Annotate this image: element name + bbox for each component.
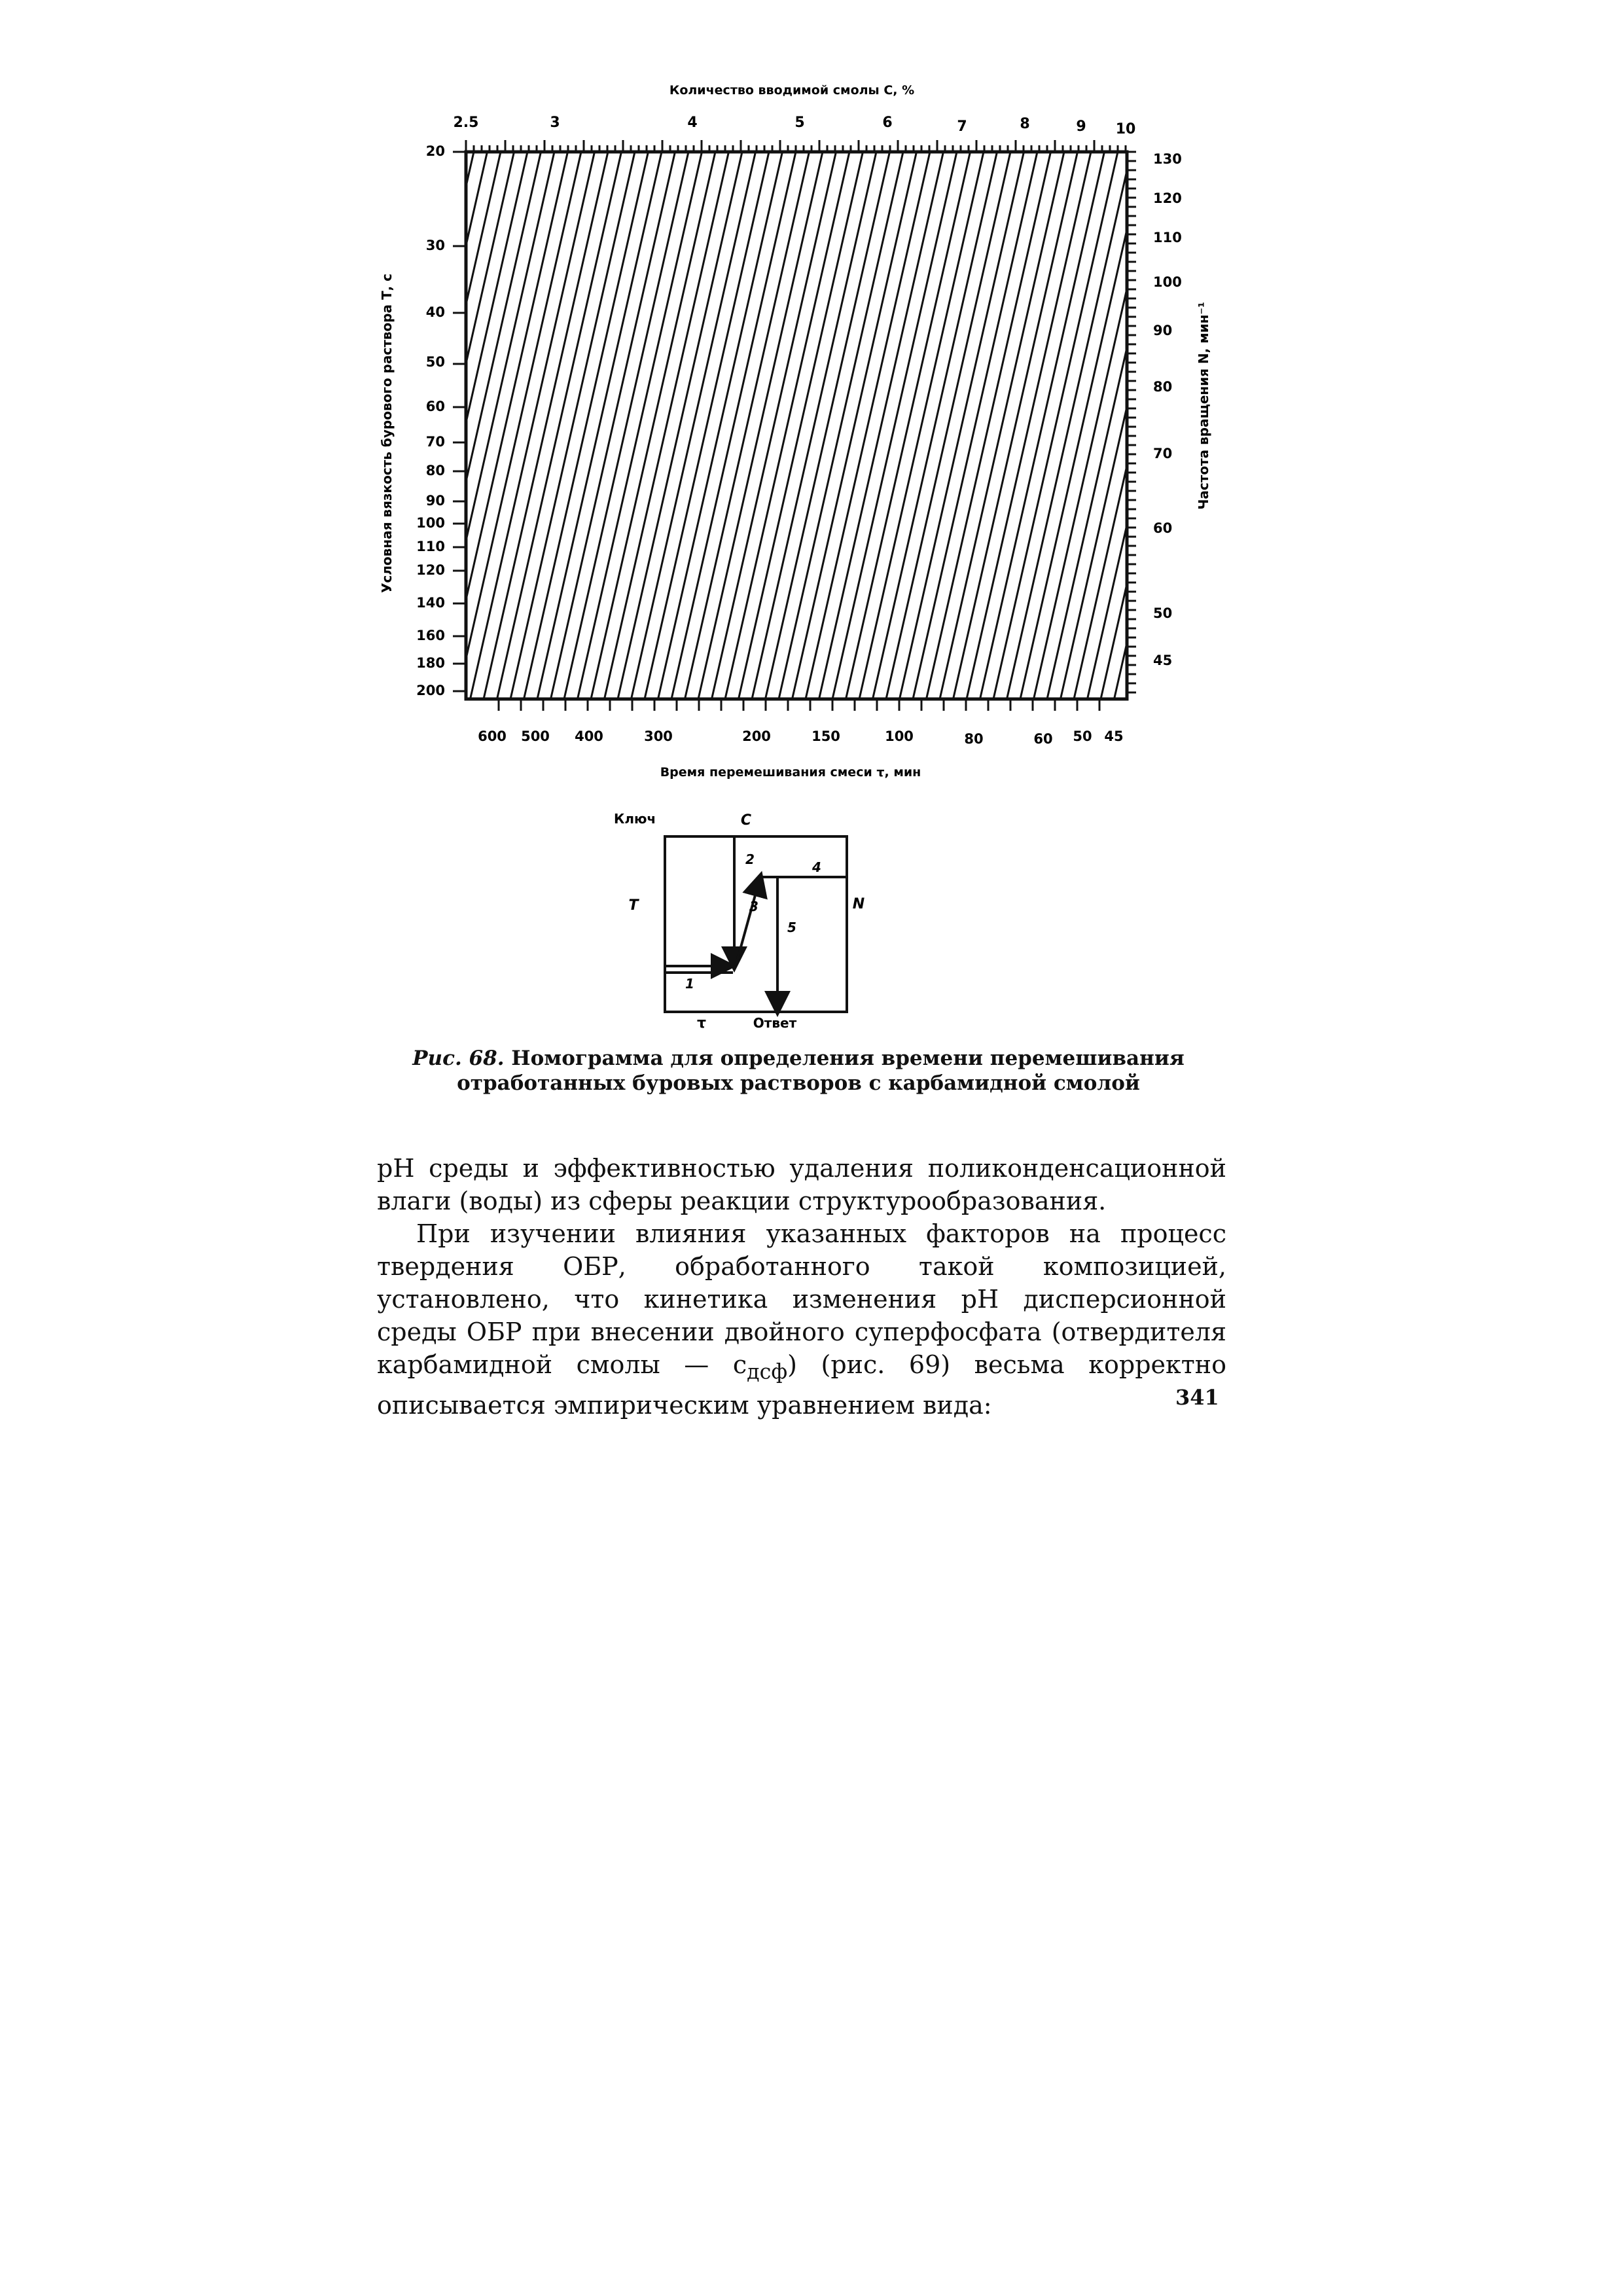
hatch-line: [806, 152, 930, 699]
top-tick-label: 8: [1020, 116, 1030, 132]
right-tick-label: 80: [1153, 379, 1173, 395]
hatch-line: [466, 152, 527, 423]
subscript-dsf: дсф: [747, 1360, 788, 1384]
hatch-line: [618, 152, 742, 699]
body-text: [377, 1152, 1226, 1422]
hatch-line: [846, 152, 971, 699]
nomogram-figure: [0, 0, 1623, 1047]
key-step-3-line: [736, 881, 759, 966]
hatch-line: [671, 152, 796, 699]
bottom-tick-label: 45: [1104, 728, 1124, 744]
bottom-tick-label: 60: [1033, 731, 1053, 747]
right-tick-label: 50: [1153, 605, 1173, 621]
top-tick-label: 2.5: [453, 115, 479, 131]
hatch-line: [725, 152, 849, 699]
hatch-line: [819, 152, 944, 699]
hatch-line: [537, 152, 662, 699]
top-tick-label: 3: [550, 115, 560, 131]
bottom-tick-label: 200: [742, 728, 771, 744]
key-title: Ключ: [614, 811, 656, 827]
right-tick-label: 60: [1153, 520, 1173, 536]
right-tick-label: 110: [1153, 230, 1182, 245]
hatch-line: [913, 152, 1037, 699]
key-label-n: N: [852, 896, 865, 912]
figure-caption: [366, 1046, 1230, 1096]
right-tick-label: 70: [1153, 446, 1173, 461]
hatch-line: [1115, 643, 1128, 699]
hatch-line: [712, 152, 836, 699]
key-step-4-label: 4: [812, 859, 821, 875]
left-tick-label: 90: [425, 493, 445, 509]
bottom-tick-label: 600: [478, 728, 507, 744]
left-tick-label: 100: [416, 515, 445, 531]
top-tick-label: 4: [687, 115, 698, 131]
hatch-line: [466, 152, 568, 600]
figure-caption-text: Номограмма для определения времени перемешивания отработанных буровых растворов с карбамидной смолой: [457, 1047, 1185, 1095]
left-tick-label: 20: [425, 143, 445, 159]
paragraph-2-end: ) (рис. 69) весьма корректно описывается эмпирическим уравнением вида:: [377, 1350, 1227, 1420]
left-tick-label: 30: [425, 238, 445, 253]
top-axis-title: Количество вводимой смолы С, %: [669, 83, 915, 98]
hatch-line: [1061, 406, 1128, 699]
left-tick-label: 120: [416, 562, 445, 578]
left-tick-label: 110: [416, 539, 445, 554]
left-tick-label: 140: [416, 595, 445, 611]
nomogram-hatch-lines: [466, 152, 1127, 699]
hatch-line: [873, 152, 997, 699]
hatch-line: [466, 152, 488, 245]
top-tick-label: 6: [882, 115, 893, 131]
paragraph-1: pH среды и эффективностью удаления поликонденсационной влаги (воды) из сферы реакции структурообразования.: [377, 1154, 1226, 1215]
hatch-line: [510, 152, 635, 699]
top-tick-label: 9: [1076, 118, 1086, 135]
key-label-c: C: [740, 812, 752, 829]
hatch-line: [645, 152, 769, 699]
left-tick-label: 200: [416, 683, 445, 698]
hatch-line: [859, 152, 984, 699]
hatch-line: [779, 152, 903, 699]
left-tick-label: 60: [425, 399, 445, 414]
hatch-line: [685, 152, 810, 699]
bottom-tick-label: 400: [575, 728, 603, 744]
bottom-tick-label: 500: [521, 728, 550, 744]
bottom-tick-label: 150: [812, 728, 840, 744]
hatch-line: [886, 152, 1010, 699]
hatch-line: [466, 152, 501, 304]
hatch-line: [605, 152, 729, 699]
left-tick-label: 80: [425, 463, 445, 478]
hatch-line: [900, 152, 1024, 699]
hatch-line: [967, 152, 1091, 699]
left-tick-label: 180: [416, 655, 445, 671]
right-tick-label: 100: [1153, 274, 1182, 290]
hatch-line: [793, 152, 917, 699]
hatch-line: [471, 152, 595, 699]
hatch-line: [1034, 289, 1128, 699]
bottom-tick-label: 50: [1073, 728, 1092, 744]
right-tick-label: 45: [1153, 653, 1173, 668]
bottom-axis-title: Время перемешивания смеси τ, мин: [660, 765, 921, 780]
hatch-line: [1101, 584, 1127, 699]
key-label-answer: Ответ: [753, 1015, 797, 1031]
hatch-line: [497, 152, 622, 699]
hatch-line: [1020, 230, 1127, 699]
left-tick-label: 40: [425, 304, 445, 320]
hatch-line: [698, 152, 823, 699]
bottom-tick-label: 300: [644, 728, 673, 744]
left-axis-title: Условная вязкость бурового раствора Т, с: [379, 273, 395, 594]
hatch-line: [1047, 348, 1127, 699]
hatch-line: [658, 152, 783, 699]
hatch-line: [632, 152, 756, 699]
key-label-t: T: [628, 897, 639, 914]
hatch-line: [1007, 171, 1128, 699]
hatch-line: [766, 152, 890, 699]
bottom-tick-label: 100: [885, 728, 914, 744]
right-tick-label: 120: [1153, 190, 1182, 206]
hatch-line: [524, 152, 649, 699]
figure-number: Рис. 68.: [412, 1047, 505, 1070]
key-step-2-label: 2: [745, 852, 755, 867]
hatch-line: [752, 152, 876, 699]
top-tick-label: 7: [957, 118, 967, 135]
hatch-line: [591, 152, 715, 699]
hatch-line: [578, 152, 702, 699]
left-tick-label: 50: [425, 354, 445, 370]
left-tick-label: 160: [416, 628, 445, 643]
top-tick-label: 10: [1115, 121, 1136, 137]
bottom-tick-label: 80: [964, 731, 984, 747]
right-tick-label: 90: [1153, 323, 1173, 338]
key-step-1-label: 1: [685, 976, 694, 992]
page-number: 341: [1175, 1385, 1219, 1410]
hatch-line: [1074, 466, 1127, 699]
hatch-line: [980, 152, 1105, 699]
key-step-5-label: 5: [787, 920, 796, 935]
key-step-3-label: 3: [749, 899, 758, 914]
hatch-line: [466, 152, 514, 363]
hatch-line: [954, 152, 1078, 699]
hatch-line: [927, 152, 1051, 699]
paragraph-2-text: При изучении влияния указанных факторов на процесс твердения ОБР, обработанного такой композицией, установлено, что кинетика изменения pH дисперсионной среды ОБР при внесении двойного суперфосфата (отвердителя карбамидной смолы — c: [377, 1219, 1226, 1379]
hatch-line: [739, 152, 863, 699]
hatch-line: [832, 152, 957, 699]
hatch-line: [940, 152, 1064, 699]
top-tick-label: 5: [794, 115, 805, 131]
right-tick-label: 130: [1153, 151, 1182, 167]
right-axis-title: Частота вращения N, мин⁻¹: [1196, 302, 1211, 510]
hatch-line: [993, 152, 1118, 699]
hatch-line: [466, 152, 554, 541]
hatch-line: [484, 152, 608, 699]
left-tick-label: 70: [425, 434, 445, 450]
hatch-line: [564, 152, 688, 699]
paragraph-2: [377, 1217, 1226, 1422]
key-label-tau: τ: [696, 1015, 707, 1031]
hatch-line: [551, 152, 675, 699]
